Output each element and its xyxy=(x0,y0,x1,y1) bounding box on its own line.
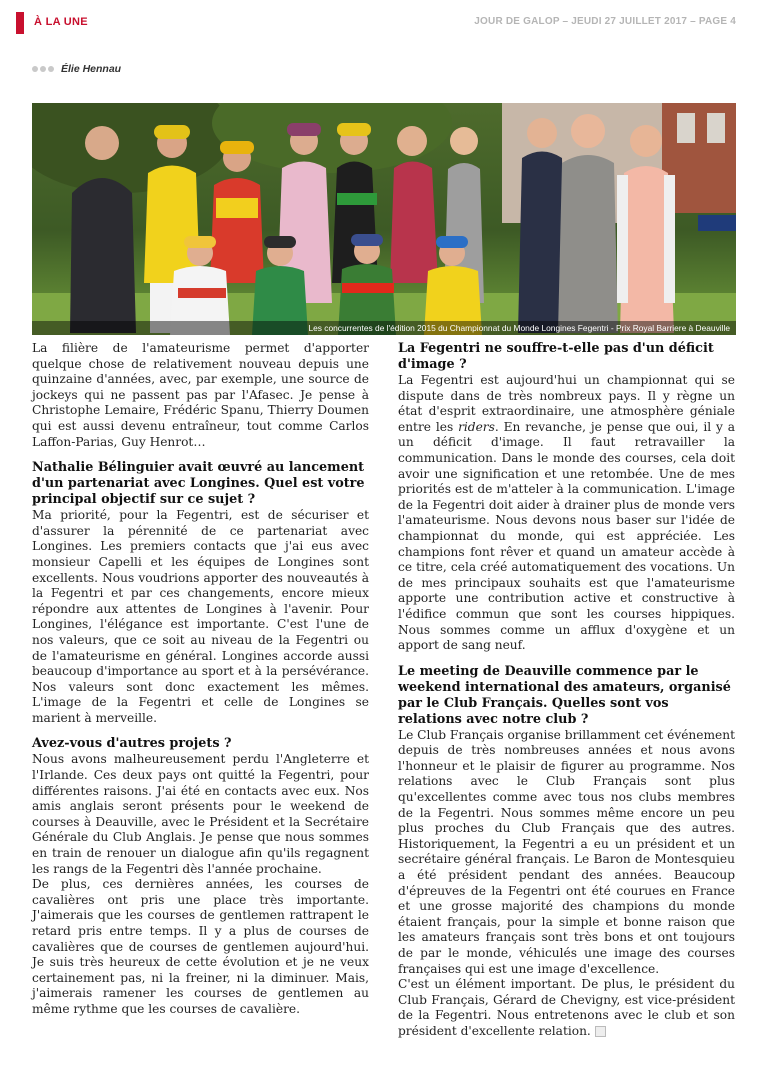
italic-term: riders xyxy=(458,419,495,434)
running-header: JOUR DE GALOP – JEUDI 27 JUILLET 2017 – PAGE 4 xyxy=(474,16,736,27)
answer-paragraph xyxy=(398,373,735,654)
answer-paragraph: Ma priorité, pour la Fegentri, est de sécuriser et d'assurer la pérennité de ce partenariat avec Longines. Les premiers contacts que j'ai eus avec monsieur Capelli et les équipes de Longines sont excellents. Nous voudrions apporter des nouveautés à la Fegentri et par ces changements, encore mieux répondre aux attentes de Longines à l'avenir. Pour Longines, l'élégance est importante. C'est l'une de nos valeurs, que ce soit au niveau de la Fegentri ou de l'amateurisme en général. Longines accorde aussi beaucoup d'importance au sport et à la persévérance. Nos valeurs sont donc exactement les mêmes. L'image de la Fegentri et celle de Longines se marient à merveille. xyxy=(32,508,369,725)
question-heading: Le meeting de Deauville commence par le weekend international des amateurs, organisé par le Club Français. Quelles sont vos relations avec notre club ? xyxy=(398,663,731,727)
end-of-article-icon xyxy=(595,1026,606,1037)
jockeys-group-photo xyxy=(32,103,736,335)
intro-paragraph: La filière de l'amateurisme permet d'apporter quelque chose de relativement nouveau depuis une quinzaine d'années, avec, par exemple, une source de jockeys qui ne passent pas par l'Afasec. Je pense à Christophe Lemaire, Frédéric Spanu, Thierry Doumen qui est aussi devenu entraîneur, tout comme Carlos Laffon-Parias, Guy Henrot… xyxy=(32,341,369,449)
question-heading: La Fegentri ne souffre-t-elle pas d'un déficit d'image ? xyxy=(398,341,714,372)
answer-paragraph: Nous avons malheureusement perdu l'Angleterre et l'Irlande. Ces deux pays ont quitté la Fegentri, pour différentes raisons. J'ai été en contacts avec eux. Nos amis anglais seront présents pour le weekend de courses à Deauville, avec le Président et la Secrétaire Générale du Club Anglais. Je pense que nous sommes en train de renouer un dialogue afin qu'ils regagnent les rangs de la Fegentri dès l'année prochaine. xyxy=(32,752,369,876)
byline xyxy=(32,63,121,75)
question-heading: Avez-vous d'autres projets ? xyxy=(32,736,232,752)
right-column xyxy=(398,341,735,1040)
left-column xyxy=(32,341,369,1018)
answer-paragraph xyxy=(398,977,735,1039)
question-heading: Nathalie Bélinguier avait œuvré au lancement d'un partenariat avec Longines. Quel est votre principal objectif sur ce sujet ? xyxy=(32,460,365,508)
article-photo xyxy=(32,103,736,335)
photo-caption: Les concurrentes de l'édition 2015 du Championnat du Monde Longines Fegentri - Prix Royal Barriere à Deauville xyxy=(32,321,736,335)
answer-text: C'est un élément important. De plus, le président du Club Français, Gérard de Chevigny, est vice-président de la Fegentri. Nous entretenons avec le club et son président d'excellente relation. xyxy=(398,977,735,1038)
section-marker xyxy=(16,12,24,34)
answer-text: . En revanche, je pense que oui, il y a un déficit d'image. Il faut retravailler la communication. Dans le monde des courses, cela doit avoir une signification et une retombée. Une de mes priorités est de m'atteler à la communication. L'image de la Fegentri doit aider à drainer plus de monde vers l'amateurisme. Nous devons nous baser sur l'idée de championnat du monde, qui est appréciée. Les champions font rêver et quand un amateur accède à ce titre, cela créé automatiquement des vocations. Un de mes principaux souhaits est que l'amateurisme apporte une contribution active et constructive à l'édifice commun que sont les courses hippiques. Nous sommes comme un afflux d'oxygène et un apport de sang neuf. xyxy=(398,419,735,653)
dots-icon xyxy=(32,66,54,72)
author-name: Élie Hennau xyxy=(61,63,122,75)
answer-text: La Fegentri est aujourd'hui un championnat qui se dispute dans de très nombreux pays. Il y règne un état d'esprit extraordinaire, une atmosphère géniale entre les xyxy=(398,373,735,434)
section-label: À LA UNE xyxy=(34,16,88,28)
answer-paragraph: Le Club Français organise brillamment cet événement depuis de très nombreuses années et nous avons l'honneur et le plaisir de figurer au programme. Nos relations avec le Club Français sont plus qu'excellentes comme avec tous nos clubs membres de la Fegentri. Nous sommes même encore un peu plus proches du Club Français que des autres. Historiquement, la Fegentri a eu un président et un secrétaire général français. Le Baron de Montesquieu a été président pendant des années. Beaucoup d'épreuves de la Fegentri ont été courues en France et une grosse majorité des champions du monde étaient français, pour la simple et bonne raison que les amateurs français sont très bons et ont toujours de par le monde, véhiculés une image des courses françaises qui est une image d'excellence. xyxy=(398,727,735,976)
answer-paragraph: De plus, ces dernières années, les courses de cavalières ont pris une place très importante. J'aimerais que les courses de gentlemen rattrapent le retard pris entre temps. Il y a plus de courses de cavalières que de courses de gentlemen aujourd'hui. Je suis très heureux de cette évolution et je ne veux certainement pas, ni la freiner, ni la diminuer. Mais, j'aimerais ramener les courses de gentlemen au même rythme que les courses de cavalière. xyxy=(32,877,369,1016)
